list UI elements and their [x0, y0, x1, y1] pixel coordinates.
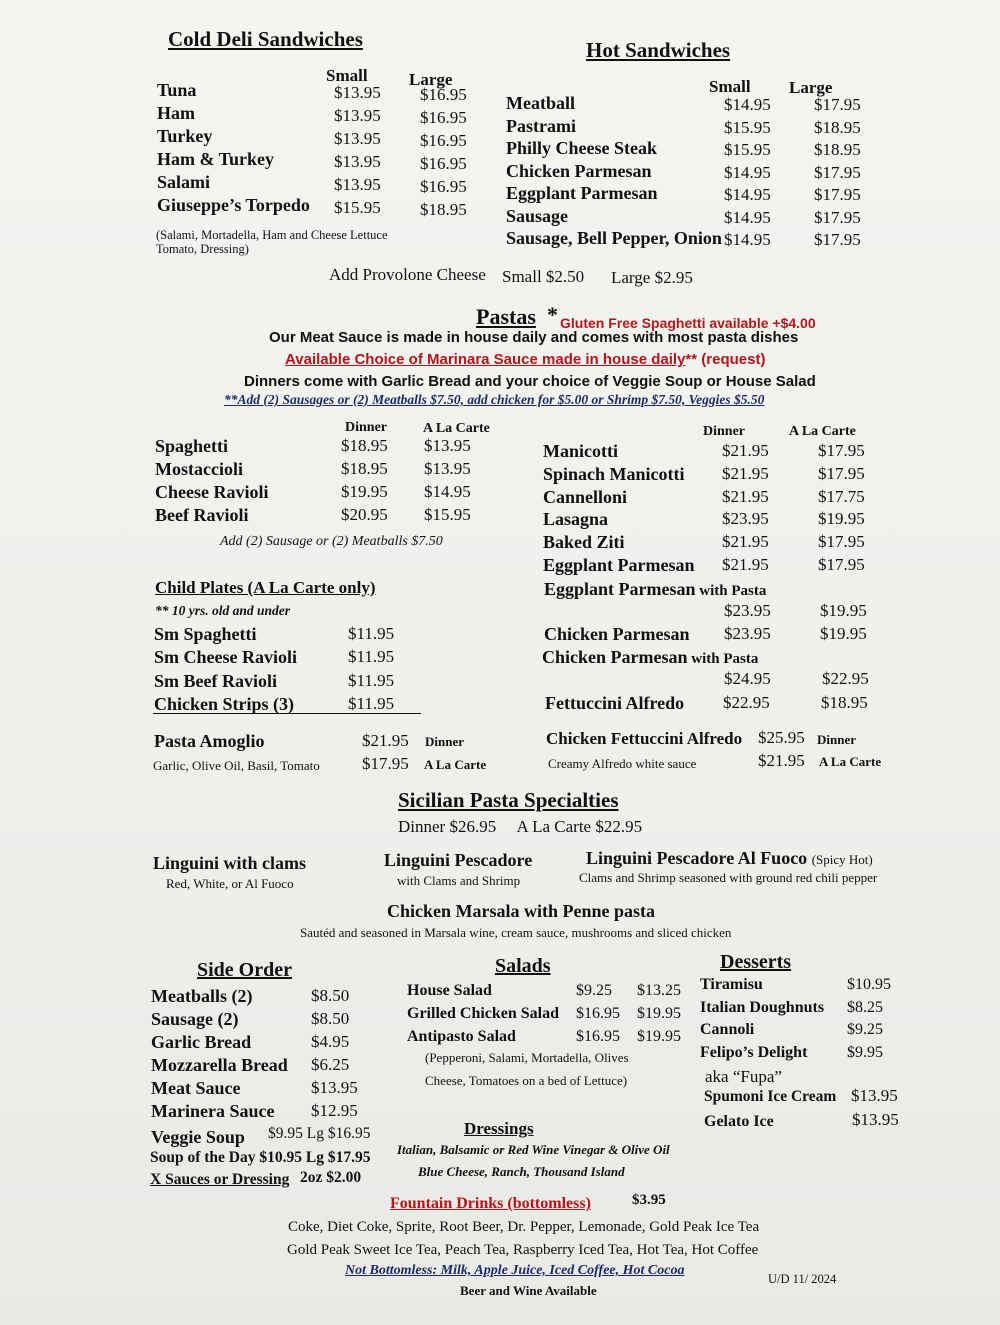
- desserts-title: Desserts: [720, 951, 792, 973]
- pasta-left-col-dinner: Dinner: [345, 420, 387, 435]
- fuoco-note: (Spicy Hot): [811, 852, 873, 867]
- pasta-left-dinner-3: $20.95: [341, 505, 388, 524]
- salad-small-0: $9.25: [576, 982, 612, 999]
- torpedo-description-2: Tomato, Dressing): [156, 242, 249, 256]
- provolone-label: Add Provolone Cheese: [329, 265, 486, 284]
- salad-item-0: House Salad: [407, 982, 492, 999]
- antipasto-desc: (Pepperoni, Salami, Mortadella, Olives: [425, 1050, 629, 1065]
- cold-deli-small-4: $13.95: [334, 175, 381, 194]
- soup-of-day: Soup of the Day $10.95 Lg $17.95: [150, 1149, 371, 1166]
- pasta-right-dinner-0: $21.95: [722, 441, 769, 460]
- pasta-left-item-0: Spaghetti: [155, 436, 229, 456]
- hot-small-5: $14.95: [724, 207, 771, 227]
- linguini-clams-name: Linguini with clams: [153, 853, 307, 873]
- cold-deli-large-1: $16.95: [420, 108, 467, 127]
- fountain-drinks-price: $3.95: [632, 1192, 666, 1208]
- eggplant-pasta-dinner: $23.95: [724, 601, 771, 620]
- salad-small-2: $16.95: [576, 1028, 620, 1045]
- child-plates-title: Child Plates (A La Carte only): [155, 578, 376, 597]
- pasta-right-col-alc: A La Carte: [789, 424, 856, 439]
- pasta-right-alc-3: $19.95: [818, 509, 865, 529]
- provolone-large: Large $2.95: [611, 268, 693, 287]
- salad-small-1: $16.95: [576, 1005, 620, 1022]
- add-ons-note: **Add (2) Sausages or (2) Meatballs $7.50, add chicken for $5.00 or Shrimp $7.50, Veggies $5.50: [224, 392, 765, 407]
- antipasto-desc-2: Cheese, Tomatoes on a bed of Lettuce): [425, 1073, 628, 1088]
- dressings-line1: Italian, Balsamic or Red Wine Vinegar & Olive Oil: [397, 1142, 670, 1157]
- child-plates-rule: [153, 713, 421, 714]
- x-sauces-name: X Sauces or Dressing: [150, 1171, 290, 1188]
- chicken-fett-desc: Creamy Alfredo white sauce: [548, 756, 697, 771]
- side-item-0: Meatballs (2): [151, 986, 253, 1006]
- fettuccini-alc: $18.95: [821, 693, 868, 712]
- child-item-3: Chicken Strips (3): [154, 693, 295, 714]
- pasta-right-alc-2: $17.75: [818, 486, 865, 506]
- pasta-right-item-3: Lasagna: [543, 509, 609, 530]
- pasta-left-alc-2: $14.95: [424, 482, 471, 501]
- chicken-parm-pasta-alc: $22.95: [822, 669, 869, 688]
- cold-deli-item-0: Tuna: [157, 80, 197, 100]
- chicken-parm-dinner: $23.95: [724, 624, 771, 643]
- gelato-name: Gelato Ice: [704, 1113, 774, 1130]
- meat-sauce-note: Our Meat Sauce is made in house daily and comes with most pasta dishes: [269, 329, 799, 346]
- cold-deli-col-large: Large: [409, 70, 453, 89]
- cold-deli-small-5: $15.95: [334, 198, 381, 217]
- cold-deli-small-2: $13.95: [334, 129, 381, 148]
- pasta-left-item-3: Beef Ravioli: [155, 505, 249, 525]
- hot-large-3: $17.95: [814, 162, 861, 182]
- child-price-3: $11.95: [348, 693, 395, 713]
- dessert-item-3: Felipo’s Delight: [700, 1043, 808, 1061]
- drinks-line2: Gold Peak Sweet Ice Tea, Peach Tea, Raspberry Iced Tea, Hot Tea, Hot Coffee: [287, 1242, 759, 1258]
- cold-deli-small-0: $13.95: [334, 83, 381, 102]
- marinara-request: ** (request): [685, 351, 766, 368]
- dressings-line2: Blue Cheese, Ranch, Thousand Island: [418, 1164, 625, 1179]
- salads-title: Salads: [495, 955, 551, 977]
- marsala-name: Chicken Marsala with Penne pasta: [387, 901, 656, 921]
- pasta-right-alc-0: $17.95: [818, 441, 865, 460]
- pasta-right-alc-1: $17.95: [818, 463, 865, 483]
- pasta-left-dinner-1: $18.95: [341, 459, 388, 478]
- hot-large-0: $17.95: [814, 95, 861, 114]
- pasta-left-col-alc: A La Carte: [423, 421, 490, 436]
- chicken-parm-pasta-name: Chicken Parmesan with Pasta: [542, 647, 759, 667]
- amoglio-alc-price: $17.95: [362, 754, 409, 773]
- side-item-4: Meat Sauce: [151, 1078, 241, 1098]
- veggie-soup-price: $9.95 Lg $16.95: [268, 1125, 371, 1142]
- gelato-price: $13.95: [852, 1110, 899, 1129]
- hot-item-2: Philly Cheese Steak: [506, 138, 657, 158]
- child-price-0: $11.95: [348, 624, 395, 643]
- pasta-right-item-2: Cannelloni: [543, 486, 628, 507]
- salad-item-2: Antipasto Salad: [407, 1028, 516, 1045]
- spumoni-price: $13.95: [851, 1086, 898, 1105]
- chicken-fett-name: Chicken Fettuccini Alfredo: [546, 729, 743, 748]
- salad-large-1: $19.95: [637, 1005, 681, 1022]
- cold-deli-title: Cold Deli Sandwiches: [168, 27, 363, 51]
- side-order-title: Side Order: [197, 959, 292, 981]
- side-item-5: Marinera Sauce: [151, 1101, 275, 1121]
- hot-small-3: $14.95: [724, 162, 771, 182]
- pasta-left-alc-0: $13.95: [424, 436, 471, 455]
- hot-col-small: Small: [709, 77, 751, 96]
- hot-small-2: $15.95: [724, 140, 771, 159]
- eggplant-pasta-name: Eggplant Parmesan with Pasta: [544, 579, 767, 599]
- side-price-5: $12.95: [311, 1101, 358, 1120]
- side-price-3: $6.25: [311, 1055, 350, 1074]
- chicken-fett-dinner-label: Dinner: [817, 732, 856, 747]
- fountain-drinks-title: Fountain Drinks (bottomless): [390, 1195, 591, 1212]
- dessert-price-3: $9.95: [847, 1043, 883, 1061]
- hot-large-1: $18.95: [814, 117, 861, 137]
- child-item-2: Sm Beef Ravioli: [154, 670, 277, 691]
- dessert-price-1: $8.25: [847, 998, 883, 1016]
- pescadore-name: Linguini Pescadore: [384, 850, 533, 870]
- fuoco-desc: Clams and Shrimp seasoned with ground red chili pepper: [579, 870, 878, 885]
- child-item-1: Sm Cheese Ravioli: [154, 647, 297, 668]
- pasta-right-alc-5: $17.95: [818, 555, 865, 574]
- dessert-item-0: Tiramisu: [700, 976, 763, 993]
- side-price-2: $4.95: [311, 1032, 350, 1051]
- chicken-fett-alc-label: A La Carte: [819, 754, 882, 769]
- cold-deli-item-2: Turkey: [157, 126, 213, 146]
- child-item-0: Sm Spaghetti: [154, 624, 257, 644]
- hot-item-3: Chicken Parmesan: [506, 160, 652, 181]
- salad-large-2: $19.95: [637, 1028, 681, 1045]
- pasta-left-item-2: Cheese Ravioli: [155, 482, 269, 502]
- gluten-free-note: Gluten Free Spaghetti available +$4.00: [560, 315, 816, 331]
- sicilian-title: Sicilian Pasta Specialties: [398, 788, 619, 812]
- side-item-1: Sausage (2): [151, 1009, 239, 1029]
- side-price-0: $8.50: [311, 986, 350, 1005]
- chicken-parm-pasta-dinner: $24.95: [724, 669, 771, 688]
- pasta-right-dinner-5: $21.95: [722, 555, 769, 574]
- marsala-desc: Sautéd and seasoned in Marsala wine, cream sauce, mushrooms and sliced chicken: [300, 925, 732, 940]
- pasta-right-dinner-3: $23.95: [722, 509, 769, 529]
- cold-deli-col-small: Small: [326, 66, 368, 85]
- hot-small-1: $15.95: [724, 117, 771, 137]
- spumoni-name: Spumoni Ice Cream: [704, 1088, 837, 1105]
- pasta-right-dinner-2: $21.95: [722, 486, 769, 506]
- hot-large-6: $17.95: [814, 230, 861, 249]
- amoglio-desc: Garlic, Olive Oil, Basil, Tomato: [153, 758, 320, 773]
- pasta-left-note: Add (2) Sausage or (2) Meatballs $7.50: [220, 534, 443, 549]
- cold-deli-small-3: $13.95: [334, 152, 381, 171]
- cold-deli-large-4: $16.95: [420, 177, 467, 196]
- chicken-parm-name: Chicken Parmesan: [544, 624, 690, 644]
- hot-large-5: $17.95: [814, 207, 861, 227]
- dessert-item-1: Italian Doughnuts: [700, 998, 825, 1016]
- hot-item-5: Sausage: [506, 205, 569, 226]
- drinks-not-bottomless: Not Bottomless: Milk, Apple Juice, Iced Coffee, Hot Cocoa: [345, 1263, 685, 1278]
- dinners-note: Dinners come with Garlic Bread and your choice of Veggie Soup or House Salad: [244, 373, 816, 390]
- pasta-right-item-0: Manicotti: [543, 441, 618, 461]
- dessert-price-0: $10.95: [847, 976, 891, 993]
- child-plates-note: ** 10 yrs. old and under: [155, 603, 291, 618]
- cold-deli-small-1: $13.95: [334, 106, 381, 125]
- cold-deli-item-1: Ham: [157, 103, 195, 123]
- hot-sandwiches-title: Hot Sandwiches: [586, 38, 731, 62]
- child-price-1: $11.95: [348, 647, 395, 667]
- pescadore-desc: with Clams and Shrimp: [397, 873, 521, 888]
- salad-large-0: $13.25: [637, 982, 681, 999]
- pasta-right-col-dinner: Dinner: [703, 424, 745, 439]
- x-sauces-price: 2oz $2.00: [300, 1169, 362, 1186]
- child-price-2: $11.95: [348, 670, 395, 690]
- provolone-small: Small $2.50: [502, 267, 585, 286]
- pasta-right-item-4: Baked Ziti: [543, 532, 625, 553]
- pasta-right-item-1: Spinach Manicotti: [543, 463, 685, 484]
- dessert-item-2: Cannoli: [700, 1021, 755, 1038]
- side-price-4: $13.95: [311, 1078, 358, 1097]
- salad-item-1: Grilled Chicken Salad: [407, 1005, 560, 1022]
- hot-small-0: $14.95: [724, 95, 771, 114]
- cold-deli-item-3: Ham & Turkey: [157, 149, 275, 169]
- pasta-right-dinner-1: $21.95: [722, 463, 769, 483]
- side-item-3: Mozzarella Bread: [151, 1055, 288, 1075]
- fettuccini-dinner: $22.95: [723, 693, 770, 712]
- pasta-right-item-5: Eggplant Parmesan: [543, 555, 695, 575]
- cold-deli-large-3: $16.95: [420, 154, 467, 173]
- pasta-right-dinner-4: $21.95: [722, 532, 769, 552]
- hot-item-4: Eggplant Parmesan: [506, 183, 658, 203]
- pasta-left-alc-3: $15.95: [424, 505, 471, 524]
- pastas-asterisk: *: [547, 302, 558, 327]
- cold-deli-large-0: $16.95: [420, 85, 467, 104]
- hot-small-6: $14.95: [724, 230, 771, 249]
- fettuccini-name: Fettuccini Alfredo: [545, 693, 685, 713]
- torpedo-description: (Salami, Mortadella, Ham and Cheese Lettuce: [156, 228, 388, 242]
- pasta-left-dinner-0: $18.95: [341, 436, 388, 455]
- bleed-through-shadow: [770, 248, 784, 308]
- cold-deli-item-4: Salami: [157, 172, 211, 192]
- amoglio-dinner-price: $21.95: [362, 731, 409, 750]
- pasta-left-alc-1: $13.95: [424, 459, 471, 478]
- marinara-note: Available Choice of Marinara Sauce made in house daily: [285, 351, 686, 368]
- felipo-aka: aka “Fupa”: [705, 1067, 782, 1086]
- hot-large-2: $18.95: [814, 140, 861, 159]
- eggplant-pasta-alc: $19.95: [820, 601, 867, 620]
- linguini-clams-desc: Red, White, or Al Fuoco: [166, 876, 294, 891]
- cold-deli-large-5: $18.95: [420, 200, 467, 219]
- hot-col-large: Large: [789, 78, 833, 97]
- pasta-left-item-1: Mostaccioli: [155, 459, 243, 479]
- side-item-2: Garlic Bread: [151, 1032, 252, 1052]
- beer-wine-note: Beer and Wine Available: [460, 1283, 597, 1298]
- chicken-fett-alc-price: $21.95: [758, 751, 805, 770]
- cold-deli-item-5: Giuseppe’s Torpedo: [157, 195, 310, 215]
- sicilian-prices: Dinner $26.95 A La Carte $22.95: [398, 817, 643, 836]
- hot-small-4: $14.95: [724, 185, 771, 204]
- hot-item-1: Pastrami: [506, 115, 576, 136]
- drinks-line1: Coke, Diet Coke, Sprite, Root Beer, Dr. Pepper, Lemonade, Gold Peak Ice Tea: [288, 1219, 760, 1235]
- hot-large-4: $17.95: [814, 185, 861, 204]
- chicken-fett-dinner-price: $25.95: [758, 728, 805, 747]
- fuoco-name: Linguini Pescadore Al Fuoco: [586, 848, 808, 868]
- amoglio-name: Pasta Amoglio: [154, 731, 265, 751]
- pasta-left-dinner-2: $19.95: [341, 482, 388, 501]
- chicken-parm-alc: $19.95: [820, 624, 867, 643]
- side-price-1: $8.50: [311, 1009, 350, 1028]
- cold-deli-large-2: $16.95: [420, 131, 467, 150]
- pasta-right-alc-4: $17.95: [818, 532, 865, 552]
- pastas-title: Pastas: [476, 304, 536, 329]
- veggie-soup-name: Veggie Soup: [151, 1127, 245, 1147]
- hot-item-0: Meatball: [506, 93, 575, 113]
- dessert-price-2: $9.25: [847, 1021, 883, 1038]
- amoglio-dinner-label: Dinner: [425, 734, 464, 749]
- hot-item-6: Sausage, Bell Pepper, Onion: [506, 228, 722, 248]
- dressings-title: Dressings: [464, 1119, 534, 1138]
- updated-date: U/D 11/ 2024: [768, 1272, 837, 1286]
- amoglio-alc-label: A La Carte: [424, 757, 487, 772]
